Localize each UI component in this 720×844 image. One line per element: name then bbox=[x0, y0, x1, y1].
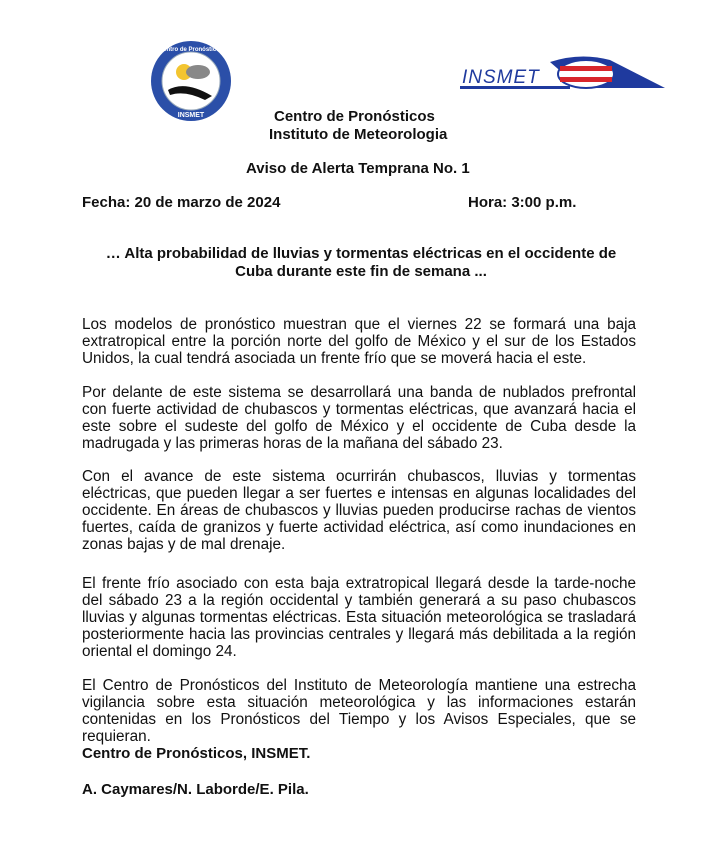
headline: … Alta probabilidad de lluvias y tormentas eléctricas en el occidente de Cuba durante este fin de semana ... bbox=[105, 245, 617, 280]
document-title: Aviso de Alerta Temprana No. 1 bbox=[246, 160, 470, 177]
org-name: Centro de Pronósticos bbox=[274, 108, 435, 125]
svg-text:Centro de Pronósticos: Centro de Pronósticos bbox=[158, 47, 224, 53]
svg-text:INSMET: INSMET bbox=[177, 112, 205, 119]
insmet-brand-logo bbox=[460, 52, 668, 92]
paragraph-4: El frente frío asociado con esta baja extratropical llegará desde la tarde-noche del sábado 23 a la región occidental y también generará a su paso chubascos lluvias y algunas tormentas eléctricas. Esta situación meteorológica se trasladará posteriormente hacia las provincias centrales y llegará más debilitada a la región oriental el domingo 24. bbox=[82, 575, 636, 660]
signature-org: Centro de Pronósticos, INSMET. bbox=[82, 745, 311, 762]
paragraph-1: Los modelos de pronóstico muestran que el viernes 22 se formará una baja extratropical entre la porción norte del golfo de México y el sur de los Estados Unidos, la cual tendrá asociada un frente frío que se moverá hacia el este. bbox=[82, 316, 636, 367]
institute-name: Instituto de Meteorologia bbox=[269, 126, 448, 143]
signature-authors: A. Caymares/N. Laborde/E. Pila. bbox=[82, 781, 309, 798]
svg-text:INSMET: INSMET bbox=[462, 67, 540, 88]
issue-time: Hora: 3:00 p.m. bbox=[468, 194, 577, 211]
issue-date: Fecha: 20 de marzo de 2024 bbox=[82, 194, 281, 211]
paragraph-2: Por delante de este sistema se desarrollará una banda de nublados prefrontal con fuerte actividad de chubascos y tormentas eléctricas, que avanzará hacia el este sobre el sudeste del golfo de México y el occidente de Cuba desde la madrugada y las primeras horas de la mañana del sábado 23. bbox=[82, 384, 636, 452]
paragraph-3: Con el avance de este sistema ocurrirán chubascos, lluvias y tormentas eléctricas, que pueden llegar a ser fuertes e intensas en algunas localidades del occidente. En áreas de chubascos y lluvias pueden producirse rachas de vientos fuertes, caída de granizos y fuerte actividad eléctrica, así como inundaciones en zonas bajas y de mal drenaje. bbox=[82, 468, 636, 553]
paragraph-5: El Centro de Pronósticos del Instituto de Meteorología mantiene una estrecha vigilancia sobre esta situación meteorológica y las informaciones estarán contenidas en los Pronósticos del Tiempo y los Avisos Especiales, que se requieran. bbox=[82, 677, 636, 745]
insmet-seal-logo bbox=[150, 40, 232, 122]
